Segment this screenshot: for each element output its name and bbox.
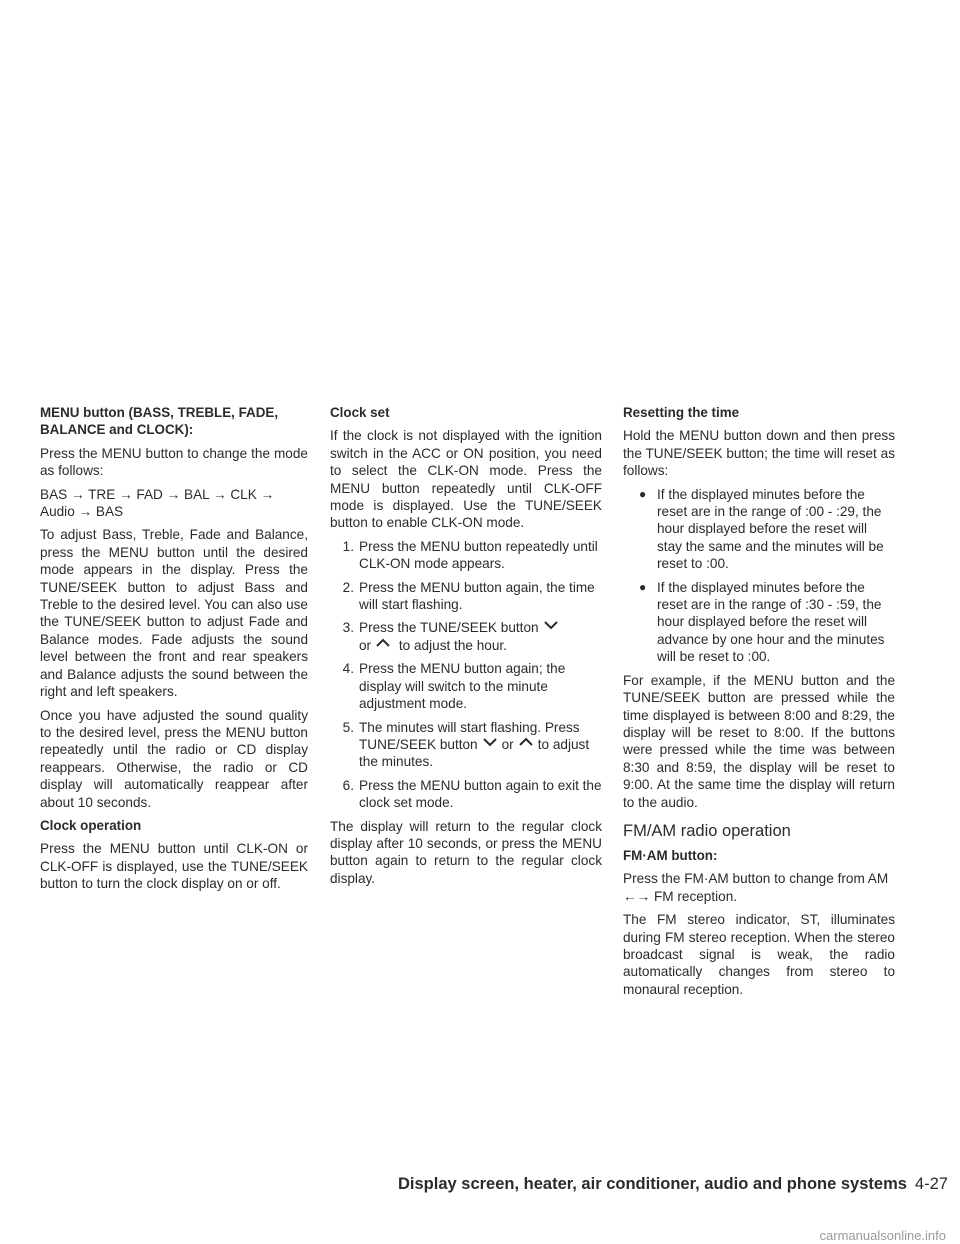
step-item xyxy=(330,538,602,573)
watermark: carmanualsonline.info xyxy=(819,1228,946,1243)
clock-set-heading: Clock set xyxy=(330,405,390,420)
step-text: to adjust the minutes. xyxy=(359,736,590,770)
step-text: Press the MENU button again, the time will start flashing. xyxy=(359,579,595,613)
step-item xyxy=(330,719,602,771)
step-number: 1. xyxy=(342,538,354,554)
column-middle xyxy=(330,404,602,893)
paragraph: Press the MENU button until CLK-ON or CLK-OFF is displayed, use the TUNE/SEEK button to turn the clock display on or off. xyxy=(40,841,308,892)
step-number: 3. xyxy=(342,620,354,636)
paragraph: If the clock is not displayed with the ignition switch in the ACC or ON position, you need to select the CLK-ON mode. Press the MENU button repeatedly until CLK-OFF mode is displayed. Use the TUNE/SEEK button to enable CLK-ON mode. xyxy=(330,428,602,531)
chevron-up-icon xyxy=(375,638,391,648)
chevron-down-icon xyxy=(482,737,498,747)
bullet-dot-icon: ● xyxy=(639,579,647,594)
step-item xyxy=(330,619,602,654)
mode-sequence: BAS → TRE → FAD → BAL → CLK → Audio → BAS xyxy=(40,486,275,520)
chevron-up-icon xyxy=(518,737,534,747)
chevron-down-icon xyxy=(543,620,559,630)
bullet-text: If the displayed minutes before the reset are in the range of :00 - :29, the hour displayed before the reset will stay the same and the minutes will be reset to :00. xyxy=(657,486,884,572)
step-number: 6. xyxy=(342,777,354,793)
step-number: 2. xyxy=(342,579,354,595)
bullet-text: If the displayed minutes before the reset are in the range of :30 - :59, the hour displayed before the reset will advance by one hour and the minutes will be reset to :00. xyxy=(657,579,885,665)
step-text: or xyxy=(359,637,372,653)
step-text: to adjust the hour. xyxy=(398,637,507,653)
step-text: Press the TUNE/SEEK button xyxy=(359,620,539,636)
step-text: or xyxy=(501,736,514,752)
page-number: 4-27 xyxy=(914,1175,948,1193)
step-text: Press the MENU button again; the display will switch to the minute adjustment mode. xyxy=(359,661,566,712)
fm-am-button-heading: FM·AM button: xyxy=(623,847,718,863)
step-item xyxy=(330,579,602,614)
column-left xyxy=(40,404,308,899)
paragraph: Hold the MENU button down and then press the TUNE/SEEK button; the time will reset as follows: xyxy=(623,428,895,479)
step-item xyxy=(330,777,602,812)
step-item xyxy=(330,660,602,712)
bullet-item xyxy=(639,486,895,573)
step-text: Press the MENU button again to exit the clock set mode. xyxy=(359,777,602,811)
paragraph: To adjust Bass, Treble, Fade and Balance, press the MENU button until the desired mode appears in the display. Press the TUNE/SEEK button to adjust Bass and Treble to the desired level. You can also use the TUNE/SEEK button to adjust Fade and Balance modes. Fade adjusts the sound level between the front and rear speakers and Balance adjusts the sound between the right and left speakers. xyxy=(40,527,308,700)
paragraph: Press the FM·AM button to change from AM ←→ FM reception. xyxy=(623,871,889,904)
clock-operation-heading: Clock operation xyxy=(40,817,142,833)
step-text: Press the MENU button repeatedly until CLK-ON mode appears. xyxy=(359,538,598,572)
bullet-item xyxy=(639,579,895,666)
chapter-title: Display screen, heater, air conditioner, audio and phone systems xyxy=(398,1175,907,1193)
paragraph: Once you have adjusted the sound quality to the desired level, press the MENU button repeatedly until the radio or CD display reappears. Otherwise, the radio or CD display will automatically reappear after about 10 seconds. xyxy=(40,707,308,810)
menu-button-heading: MENU button (BASS, TREBLE, FADE, BALANCE and CLOCK): xyxy=(40,405,279,438)
section-title: FM/AM radio operation xyxy=(623,821,791,840)
paragraph: Press the MENU button to change the mode as follows: xyxy=(40,445,308,479)
paragraph: The FM stereo indicator, ST, illuminates during FM stereo reception. When the stereo broadcast signal is weak, the radio automatically changes from stereo to monaural reception. xyxy=(623,912,895,997)
column-right xyxy=(623,404,895,1004)
resetting-time-heading: Resetting the time xyxy=(623,405,740,420)
paragraph: The display will return to the regular clock display after 10 seconds, or press the MENU button again to return to the regular clock display. xyxy=(330,818,602,886)
step-number: 5. xyxy=(342,719,354,735)
paragraph: For example, if the MENU button and the TUNE/SEEK button are pressed while the time displayed is between 8:00 and 8:29, the display will be reset to 8:00. If the buttons were pressed while the time was between 8:30 and 8:59, the display will be reset to 9:00. At the same time the display will return to the audio. xyxy=(623,672,895,810)
step-text: The minutes will start flashing. Press TUNE/SEEK button xyxy=(359,719,580,752)
page-footer xyxy=(398,1176,948,1193)
step-number: 4. xyxy=(342,661,354,677)
bullet-dot-icon: ● xyxy=(639,486,647,501)
